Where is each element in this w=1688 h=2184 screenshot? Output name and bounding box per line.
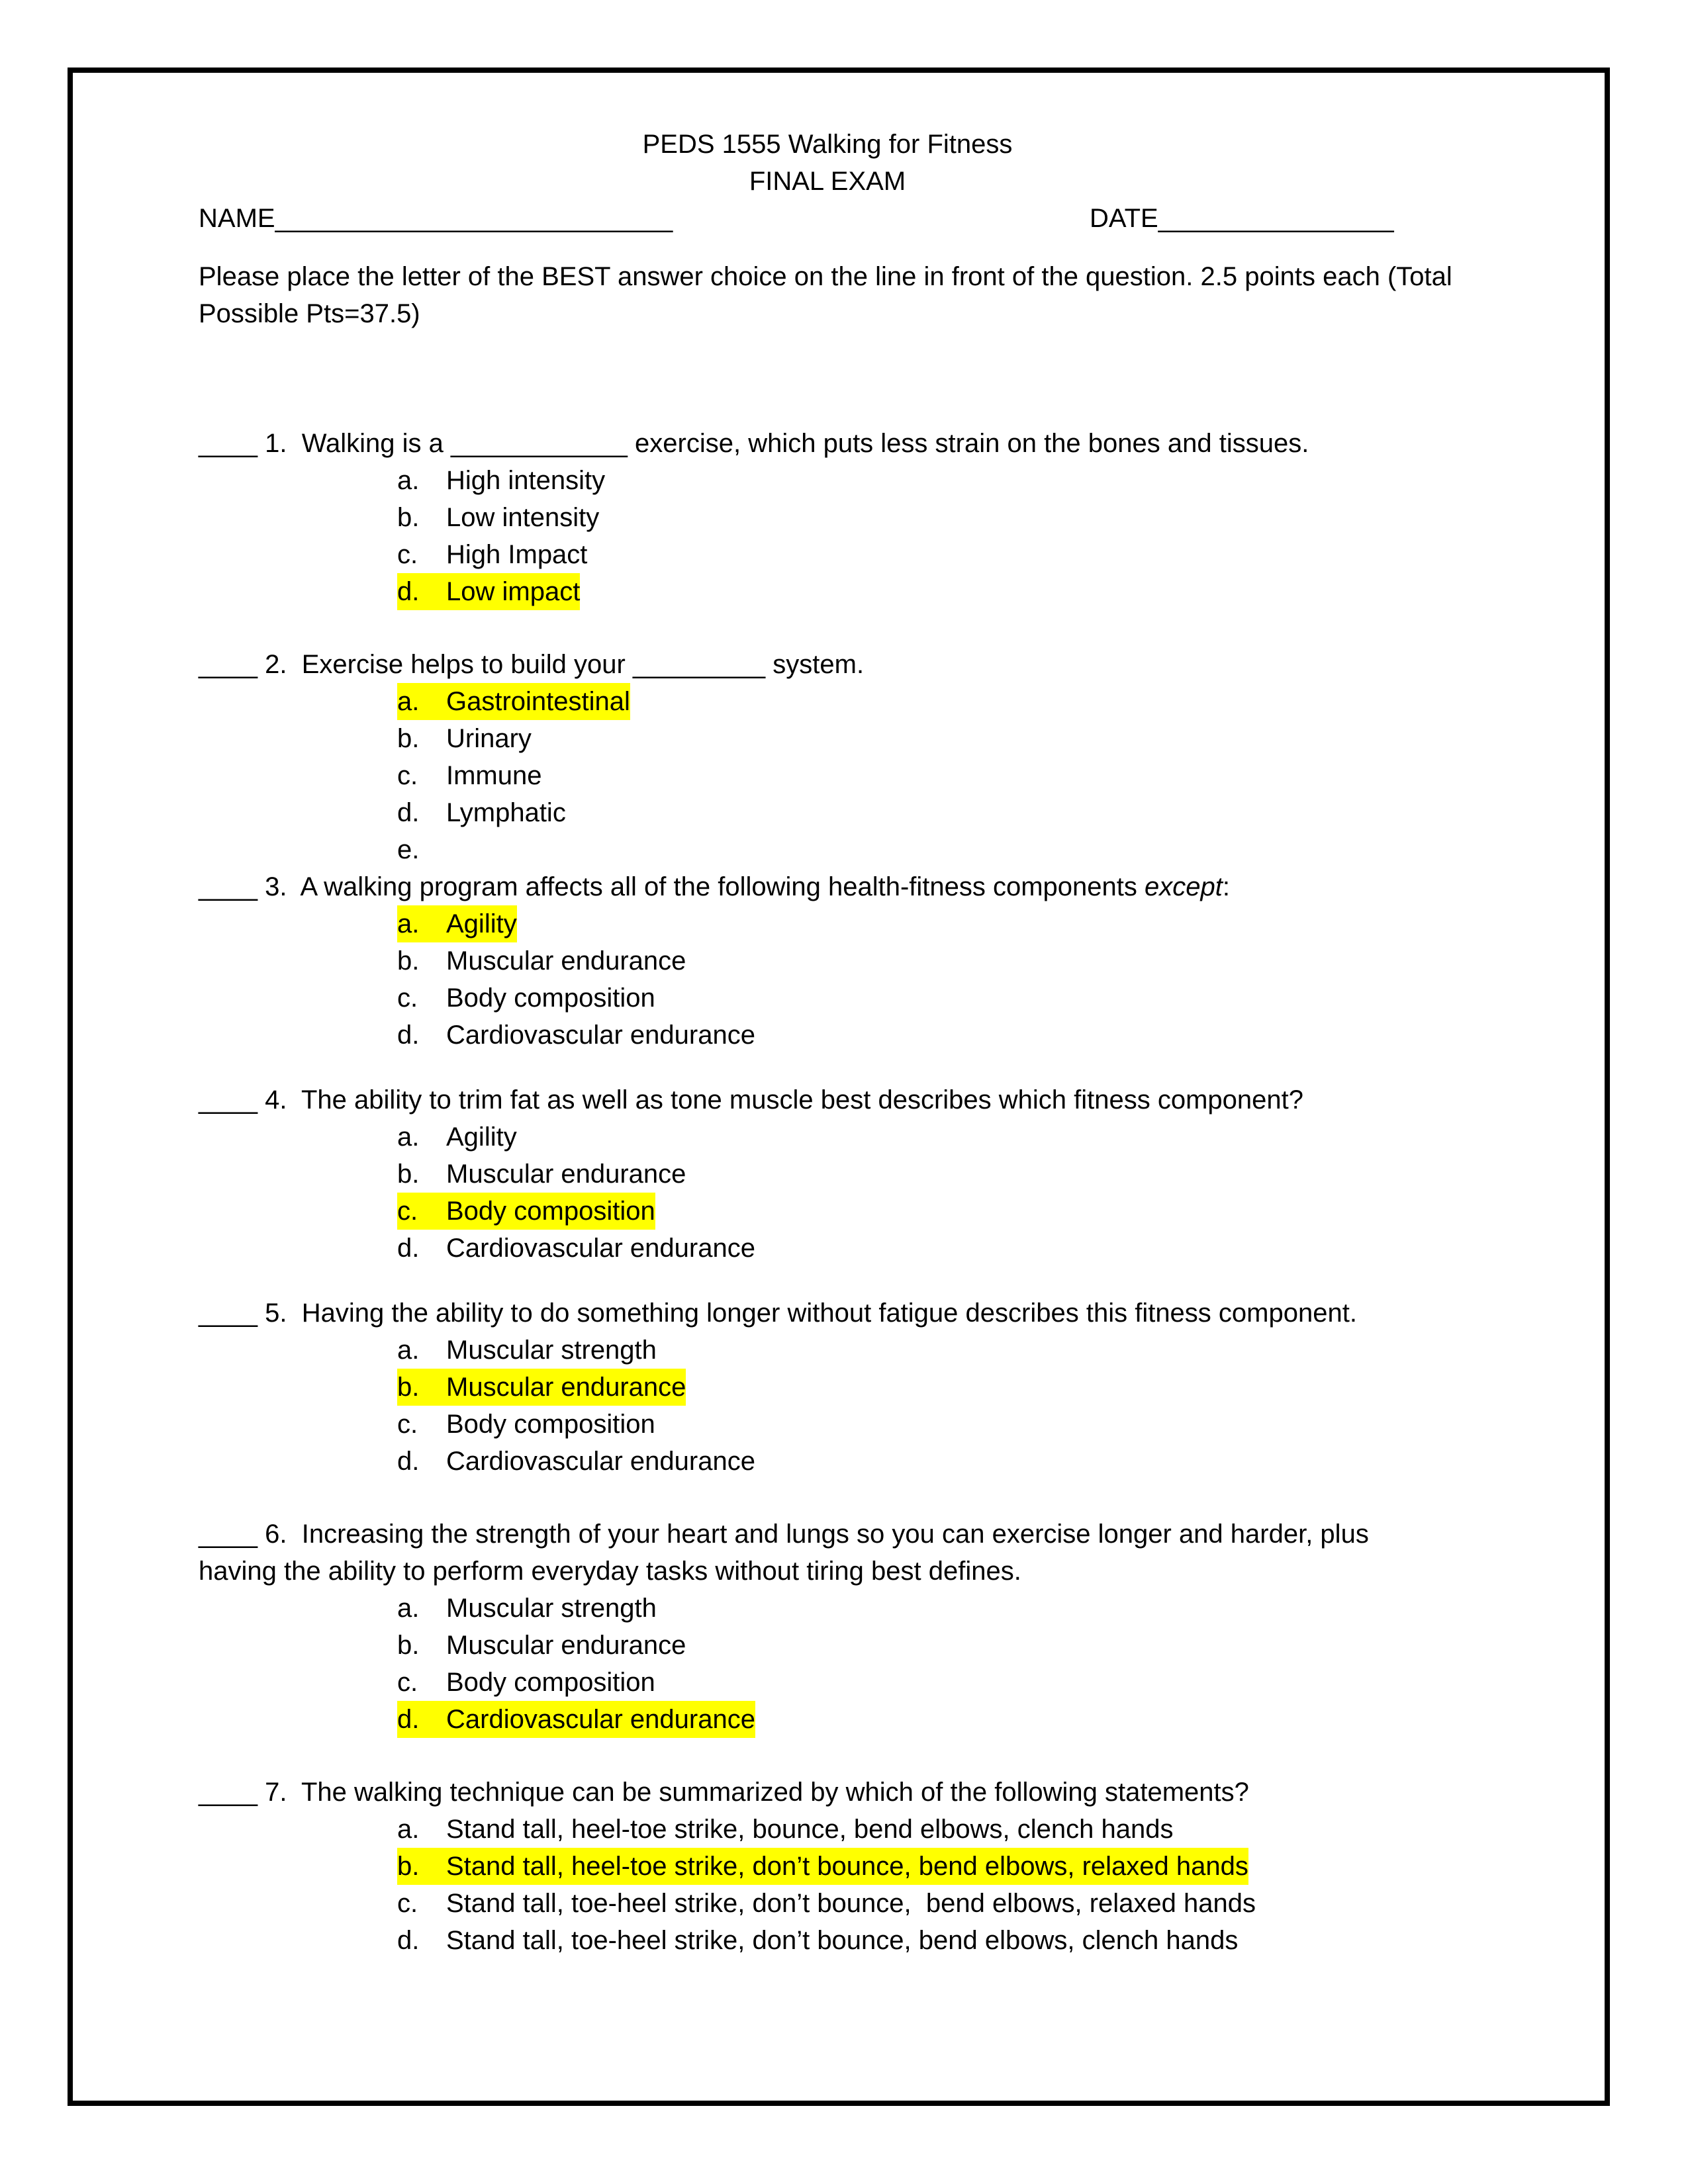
option-content bbox=[397, 1627, 686, 1664]
option-7a bbox=[199, 1811, 1509, 1848]
question-stem bbox=[199, 868, 1509, 905]
option-content bbox=[397, 1922, 1238, 1959]
option-text: Low impact bbox=[446, 577, 581, 606]
question-stem bbox=[199, 425, 1509, 462]
option-text: Stand tall, heel-toe strike, bounce, bend elbows, clench hands bbox=[446, 1815, 1174, 1844]
option-4b bbox=[199, 1156, 1509, 1193]
question-emphasis: except bbox=[1145, 872, 1223, 901]
option-1d bbox=[199, 573, 1509, 610]
option-letter: d. bbox=[397, 1234, 420, 1263]
option-2d bbox=[199, 794, 1509, 831]
option-content bbox=[397, 720, 532, 757]
option-7b bbox=[199, 1848, 1509, 1885]
option-content bbox=[397, 1406, 655, 1443]
option-text: Body composition bbox=[446, 1668, 655, 1697]
option-letter: d. bbox=[397, 1447, 420, 1476]
option-6a bbox=[199, 1590, 1509, 1627]
option-text: Cardiovascular endurance bbox=[446, 1021, 755, 1050]
highlighted-answer bbox=[397, 905, 517, 942]
question-text: Having the ability to do something longer without fatigue describes this fitness component. bbox=[301, 1298, 1357, 1328]
option-text: Muscular strength bbox=[446, 1336, 657, 1365]
option-content bbox=[397, 1017, 755, 1054]
option-2a bbox=[199, 683, 1509, 720]
option-text: Muscular endurance bbox=[446, 1373, 686, 1402]
option-4a bbox=[199, 1118, 1509, 1156]
option-5d bbox=[199, 1443, 1509, 1480]
option-letter: d. bbox=[397, 1926, 420, 1955]
option-letter: b. bbox=[397, 1160, 420, 1189]
option-1b bbox=[199, 499, 1509, 536]
option-text: Muscular endurance bbox=[446, 1160, 686, 1189]
option-text: Low intensity bbox=[446, 503, 600, 532]
question-stem bbox=[199, 1081, 1509, 1118]
option-list bbox=[199, 462, 1509, 610]
name-field[interactable]: NAME___________________________ bbox=[199, 204, 673, 233]
option-letter: a. bbox=[397, 466, 420, 495]
option-list bbox=[199, 1811, 1509, 1959]
option-text: Muscular strength bbox=[446, 1594, 657, 1623]
option-letter: a. bbox=[397, 687, 420, 716]
highlighted-answer bbox=[397, 1369, 686, 1406]
answer-blank[interactable]: ____ 3. bbox=[199, 872, 287, 901]
option-3a bbox=[199, 905, 1509, 942]
question-text: The walking technique can be summarized by which of the following statements? bbox=[301, 1778, 1249, 1807]
course-title: PEDS 1555 Walking for Fitness bbox=[642, 130, 1013, 159]
option-letter: c. bbox=[397, 761, 418, 790]
option-letter: b. bbox=[397, 1852, 420, 1881]
question-text: Increasing the strength of your heart and lungs so you can exercise longer and harder, plus bbox=[301, 1520, 1369, 1549]
answer-blank[interactable]: ____ 4. bbox=[199, 1085, 287, 1115]
question-text: The ability to trim fat as well as tone muscle best describes which fitness component? bbox=[301, 1085, 1304, 1115]
option-content bbox=[397, 1443, 755, 1480]
option-content bbox=[397, 1230, 755, 1267]
option-letter: e. bbox=[397, 835, 420, 864]
question-2 bbox=[199, 646, 1509, 868]
option-letter: c. bbox=[397, 1410, 418, 1439]
option-list bbox=[199, 1332, 1509, 1480]
question-text-continued: having the ability to perform everyday tasks without tiring best defines. bbox=[199, 1557, 1021, 1586]
option-letter: a. bbox=[397, 1336, 420, 1365]
option-text: Muscular endurance bbox=[446, 1631, 686, 1660]
question-3 bbox=[199, 868, 1509, 1054]
option-text: Stand tall, heel-toe strike, don’t bounce, bend elbows, relaxed hands bbox=[446, 1852, 1248, 1881]
question-5 bbox=[199, 1295, 1509, 1480]
option-letter: b. bbox=[397, 946, 420, 976]
option-content bbox=[397, 536, 587, 573]
exam-header bbox=[185, 126, 1470, 200]
option-content bbox=[397, 462, 605, 499]
option-content bbox=[397, 1885, 1256, 1922]
option-6d bbox=[199, 1701, 1509, 1738]
option-3b bbox=[199, 942, 1509, 979]
option-letter: c. bbox=[397, 1197, 418, 1226]
option-6c bbox=[199, 1664, 1509, 1701]
option-letter: d. bbox=[397, 577, 420, 606]
option-text: Stand tall, toe-heel strike, don’t bounce, bend elbows, relaxed hands bbox=[446, 1889, 1256, 1918]
question-text: Walking is a ____________ exercise, which puts less strain on the bones and tissues. bbox=[301, 429, 1309, 458]
option-list bbox=[199, 1118, 1509, 1267]
option-7c bbox=[199, 1885, 1509, 1922]
option-text: Urinary bbox=[446, 724, 532, 753]
option-content bbox=[397, 979, 655, 1017]
highlighted-answer bbox=[397, 1848, 1248, 1885]
option-text: Cardiovascular endurance bbox=[446, 1234, 755, 1263]
option-content bbox=[397, 1332, 657, 1369]
question-text: A walking program affects all of the following health-fitness components bbox=[300, 872, 1145, 901]
question-1 bbox=[199, 425, 1509, 610]
option-5c bbox=[199, 1406, 1509, 1443]
option-3d bbox=[199, 1017, 1509, 1054]
option-letter: c. bbox=[397, 1889, 418, 1918]
option-letter: d. bbox=[397, 798, 420, 827]
option-letter: b. bbox=[397, 503, 420, 532]
option-letter: c. bbox=[397, 1668, 418, 1697]
option-letter: b. bbox=[397, 1631, 420, 1660]
option-letter: b. bbox=[397, 1373, 420, 1402]
option-6b bbox=[199, 1627, 1509, 1664]
option-letter: d. bbox=[397, 1705, 420, 1734]
option-list bbox=[199, 1590, 1509, 1738]
option-content bbox=[397, 794, 566, 831]
option-3c bbox=[199, 979, 1509, 1017]
option-content bbox=[397, 1590, 657, 1627]
answer-blank[interactable]: ____ 6. bbox=[199, 1520, 287, 1549]
question-stem bbox=[199, 1295, 1509, 1332]
option-2e bbox=[199, 831, 1509, 868]
answer-blank[interactable]: ____ 2. bbox=[199, 650, 287, 679]
option-1c bbox=[199, 536, 1509, 573]
option-content bbox=[397, 942, 686, 979]
question-6 bbox=[199, 1516, 1509, 1738]
option-text: Body composition bbox=[446, 1197, 655, 1226]
name-date-row bbox=[199, 200, 1509, 237]
answer-blank[interactable]: ____ 5. bbox=[199, 1298, 287, 1328]
option-5b bbox=[199, 1369, 1509, 1406]
option-text: Agility bbox=[446, 1122, 517, 1152]
option-content bbox=[397, 1664, 655, 1701]
option-4d bbox=[199, 1230, 1509, 1267]
question-stem bbox=[199, 646, 1509, 683]
option-letter: c. bbox=[397, 540, 418, 569]
date-field[interactable]: DATE________________ bbox=[1090, 204, 1394, 233]
option-content bbox=[397, 499, 599, 536]
option-text: Lymphatic bbox=[446, 798, 566, 827]
option-text: Gastrointestinal bbox=[446, 687, 630, 716]
option-list bbox=[199, 683, 1509, 868]
answer-blank[interactable]: ____ 1. bbox=[199, 429, 287, 458]
highlighted-answer bbox=[397, 1193, 655, 1230]
option-text: Cardiovascular endurance bbox=[446, 1705, 755, 1734]
option-list bbox=[199, 905, 1509, 1054]
option-1a bbox=[199, 462, 1509, 499]
question-stem bbox=[199, 1516, 1509, 1553]
option-2c bbox=[199, 757, 1509, 794]
option-text: Stand tall, toe-heel strike, don’t bounce, bend elbows, clench hands bbox=[446, 1926, 1239, 1955]
option-letter: a. bbox=[397, 1815, 420, 1844]
exam-title: FINAL EXAM bbox=[749, 167, 906, 196]
answer-blank[interactable]: ____ 7. bbox=[199, 1778, 287, 1807]
option-text: High intensity bbox=[446, 466, 606, 495]
question-stem bbox=[199, 1774, 1509, 1811]
highlighted-answer bbox=[397, 573, 580, 610]
option-letter: d. bbox=[397, 1021, 420, 1050]
option-letter: a. bbox=[397, 1594, 420, 1623]
highlighted-answer bbox=[397, 1701, 755, 1738]
option-text: High Impact bbox=[446, 540, 588, 569]
option-text: Body composition bbox=[446, 983, 655, 1013]
option-content bbox=[397, 757, 542, 794]
option-text: Immune bbox=[446, 761, 542, 790]
option-letter: c. bbox=[397, 983, 418, 1013]
question-4 bbox=[199, 1081, 1509, 1267]
option-text: Muscular endurance bbox=[446, 946, 686, 976]
option-5a bbox=[199, 1332, 1509, 1369]
option-text: Body composition bbox=[446, 1410, 655, 1439]
option-text: Agility bbox=[446, 909, 517, 938]
option-content bbox=[397, 1156, 686, 1193]
option-letter: a. bbox=[397, 1122, 420, 1152]
instructions: Please place the letter of the BEST answer choice on the line in front of the question. 2.5 points each (Total Possible Pts=37.5) bbox=[199, 262, 1452, 328]
highlighted-answer bbox=[397, 683, 630, 720]
option-7d bbox=[199, 1922, 1509, 1959]
option-letter: b. bbox=[397, 724, 420, 753]
option-4c bbox=[199, 1193, 1509, 1230]
exam-content bbox=[199, 126, 1509, 1959]
question-text: Exercise helps to build your _________ system. bbox=[301, 650, 865, 679]
option-content bbox=[397, 831, 446, 868]
option-text: Cardiovascular endurance bbox=[446, 1447, 755, 1476]
question-7 bbox=[199, 1774, 1509, 1959]
option-content bbox=[397, 1118, 517, 1156]
option-letter: a. bbox=[397, 909, 420, 938]
option-2b bbox=[199, 720, 1509, 757]
question-suffix: : bbox=[1222, 872, 1230, 901]
option-content bbox=[397, 1811, 1173, 1848]
